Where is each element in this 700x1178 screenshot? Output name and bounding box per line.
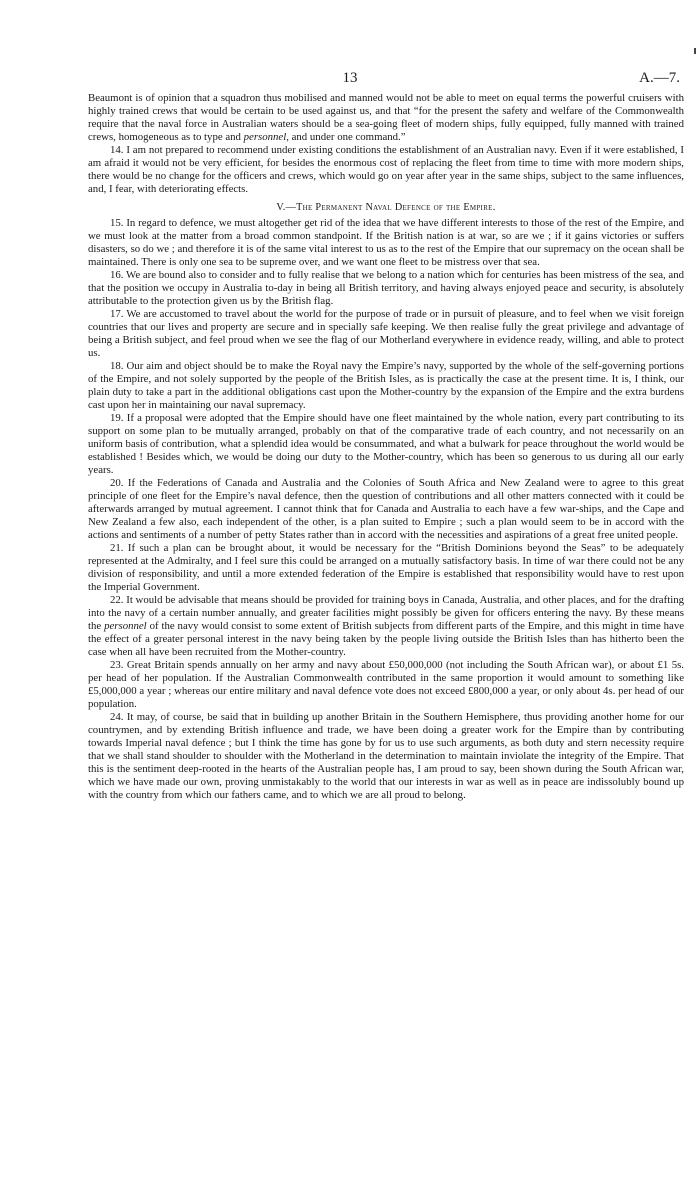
paragraph-15: 15. In regard to defence, we must altogether get rid of the idea that we have different interests to those of the rest of the Empire, and we must look at the matter from a broad common standpoint. If the British nation is at war, so are we ; if it gains victories or suffers disasters, so do we ; and therefore it is of the same vital interest to us as to the rest of the Empire that our supremacy on the ocean shall be maintained. There is only one sea to be supreme over, and we want one fleet to be mistress over that sea. [88,217,684,268]
paragraph-16: 16. We are bound also to consider and to fully realise that we belong to a nation which for centuries has been mistress of the sea, and that the position we occupy in Australia to-day in being all British territory, and having always enjoyed peace and security, is absolutely attributable to the protection given us by the British flag. [88,269,684,307]
paragraph-17: 17. We are accustomed to travel about the world for the purpose of trade or in pursuit of pleasure, and to feel when we visit foreign countries that our lives and property are secure and in specially safe keeping. We then realise fully the great privilege and advantage of being a British subject, and feel proud when we see the flag of our Motherland everywhere in evidence ready, willing, and able to protect us. [88,308,684,359]
paragraph-22: 22. It would be advisable that means should be provided for training boys in Canada, Australia, and other places, and for the drafting into the navy of a certain number annually, and greater facilities might possibly be given for officers entering the navy. By these means the personnel of the navy would consist to some extent of British subjects from different parts of the Empire, and this might in time have the effect of a greater personal interest in the navy being taken by the people living outside the British Isles than has hitherto been the case when all have been recruited from the Mother-country. [88,594,685,658]
paragraph-20: 20. If the Federations of Canada and Australia and the Colonies of South Africa and New Zealand were to agree to this great principle of one fleet for the Empire’s naval defence, then the question of contributions and all other matters connected with it could be afterwards arranged by mutual agreement. I cannot think that for Canada and Australia to each have a few war-ships, and the Cape and New Zealand a few also, each independent of the other, is a plan suited to Empire ; such a plan would seem to be in accord with the actions and sentiments of a number of petty States rather than in accord with the necessities and aspirations of a great free united people. [88,477,684,541]
section-heading: V.—The Permanent Naval Defence of the Empire. [276,202,496,213]
paragraph-14: 14. I am not prepared to recommend under existing conditions the establishment of an Australian navy. Even if it were established, I am afraid it would not be very efficient, for besides the enormous cost of replacing the fleet from time to time with more modern ships, there would be no change for the officers and crews, which would go on year after year in the same ships, subject to the same influences, and, I fear, with deteriorating effects. [88,144,684,195]
paragraph-continuation: Beaumont is of opinion that a squadron thus mobilised and manned would not be able to meet on equal terms the powerful cruisers with highly trained crews that would be certain to be used against us, and that “for the present the safety and welfare of the Commonwealth require that the naval force in Australian waters should be a sea-going fleet of modern ships, fully equipped, fully manned with trained crews, homogeneous as to type and personnel, and under one command.” [88,92,684,143]
paragraph-18: 18. Our aim and object should be to make the Royal navy the Empire’s navy, supported by the whole of the self-governing portions of the Empire, and not solely supported by the people of the British Isles, as is practically the case at the present time. It is, I think, our plain duty to take a part in the additional obligations cast upon the Mother-country by the expansion of the Empire and the extra burdens cast upon her in maintaining our naval supremacy. [88,360,684,411]
paragraph-24: 24. It may, of course, be said that in building up another Britain in the Southern Hemisphere, thus providing another home for our countrymen, and by extending British influence and trade, we have been doing a greater work for the Empire than by contributing towards Imperial naval defence ; but I think the time has gone by for us to use such arguments, as both duty and stern necessity require that we shall stand shoulder to shoulder with the Motherland in the determination to maintain inviolate the integrity of the Empire. That this is the sentiment deep-rooted in the hearts of the Australian people has, I am proud to say, been shown during the South African war, which we have made our own, proving unmistakably to the world that our interests in war as well as in peace are indissolubly bound up with the country from which our fathers came, and to which we are all proud to belong. [88,711,684,801]
page-number: 13 [342,70,358,86]
document-reference: A.—7. [639,70,680,86]
paragraph-21: 21. If such a plan can be brought about, it would be necessary for the “British Dominions beyond the Seas” to be adequately represented at the Admiralty, and I feel sure this could be arranged on a mutually satisfactory basis. In time of war there could not be any division of responsibility, and until a more extended federation of the Empire is established that responsibility would have to rest upon the Imperial Government. [88,542,684,593]
margin-mark [694,48,696,54]
document-body [88,92,684,802]
paragraph-23: 23. Great Britain spends annually on her army and navy about £50,000,000 (not including the South African war), or about £1 5s. per head of her population. If the Australian Commonwealth contributed in the same proportion it would amount to something like £5,000,000 a year ; whereas our entire military and naval defence vote does not exceed £800,000 a year, or only about 4s. per head of our population. [88,659,684,710]
paragraph-19: 19. If a proposal were adopted that the Empire should have one fleet maintained by the whole nation, every part contributing to its support on some plan to be mutually arranged, probably on that of the comparative trade of each country, and not necessarily on an uniform basis of contribution, what a splendid idea would be consummated, and what a bulwark for peace throughout the world would be established ! Besides which, we would be doing our duty to the Mother-country, which has been so generous to us during all our early years. [88,412,684,476]
